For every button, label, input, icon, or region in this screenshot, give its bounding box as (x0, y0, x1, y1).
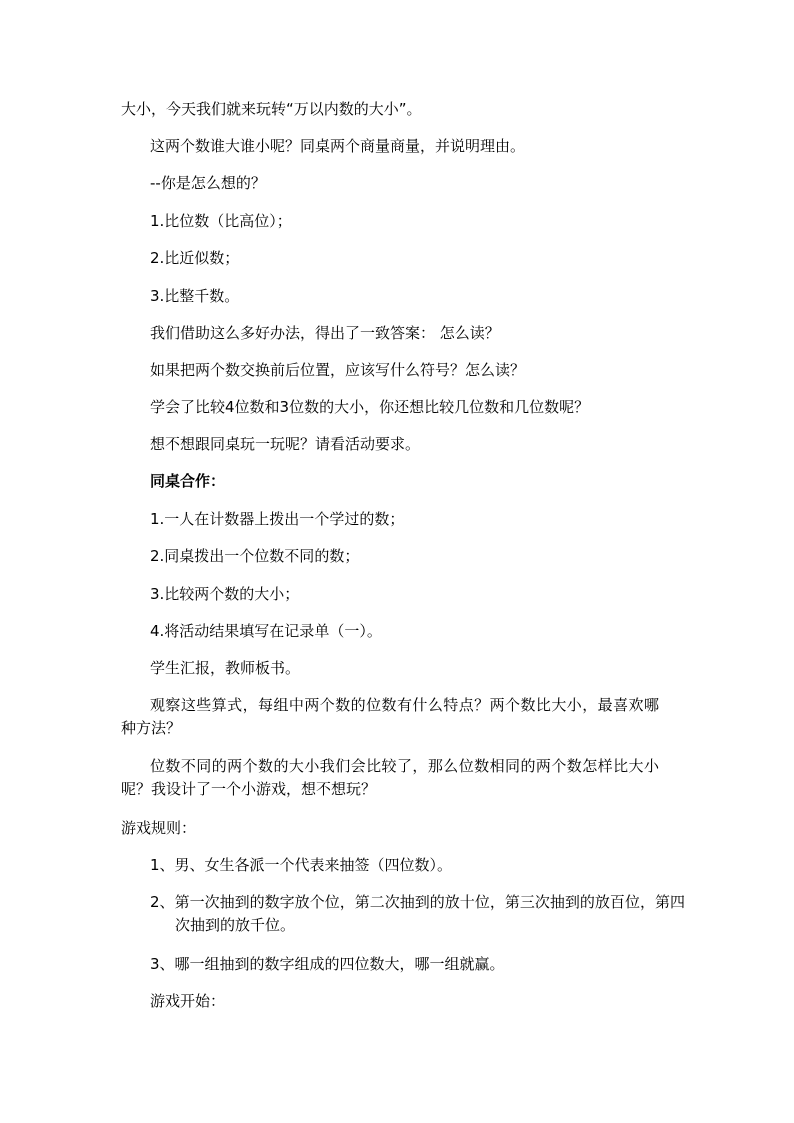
paragraph-answer: 我们借助这么多好办法，得出了一致答案： 怎么读？ (150, 324, 500, 342)
paragraph-observe: 观察这些算式，每组中两个数的位数有什么特点？两个数比大小，最喜欢哪种方法？ (121, 696, 659, 737)
paragraph-report: 学生汇报，教师板书。 (150, 659, 301, 677)
list-item-method-1: 1.比位数（比高位）； (150, 212, 292, 230)
list-item-step-3: 3.比较两个数的大小； (150, 585, 300, 603)
list-item-step-2: 2.同桌拨出一个位数不同的数； (150, 547, 360, 565)
list-item-method-2: 2.比近似数； (150, 249, 240, 267)
list-item-rule-2: 2、第一次抽到的数字放个位，第二次抽到的放十位，第三次抽到的放百位，第四次抽到的放千位。 (150, 893, 685, 934)
paragraph-activity: 想不想跟同桌玩一玩呢？请看活动要求。 (150, 435, 421, 453)
paragraph-game-intro: 位数不同的两个数的大小我们会比较了，那么位数相同的两个数怎样比大小呢？我设计了一个小游戏，想不想玩？ (121, 757, 659, 798)
list-item-rule-1: 1、男、女生各派一个代表来抽签（四位数）。 (150, 856, 453, 874)
paragraph-swap: 如果把两个数交换前后位置，应该写什么符号？怎么读？ (150, 361, 526, 379)
paragraph-question: 这两个数谁大谁小呢？同桌两个商量商量，并说明理由。 (150, 137, 526, 155)
section-heading-rules: 游戏规则： (121, 819, 197, 837)
paragraph-how-think: --你是怎么想的？ (150, 174, 266, 192)
section-heading-cooperation: 同桌合作： (150, 472, 226, 490)
list-item-method-3: 3.比整千数。 (150, 287, 240, 305)
paragraph-intro: 大小，今天我们就来玩转“万以内数的大小”。 (121, 100, 422, 118)
list-item-step-4: 4.将活动结果填写在记录单（一）。 (150, 622, 382, 640)
paragraph-compare: 学会了比较4位数和3位数的大小，你还想比较几位数和几位数呢？ (150, 398, 590, 416)
paragraph-game-start: 游戏开始： (150, 992, 226, 1010)
list-item-step-1: 1.一人在计数器上拨出一个学过的数； (150, 510, 405, 528)
list-item-rule-3: 3、哪一组抽到的数字组成的四位数大，哪一组就赢。 (150, 955, 505, 973)
